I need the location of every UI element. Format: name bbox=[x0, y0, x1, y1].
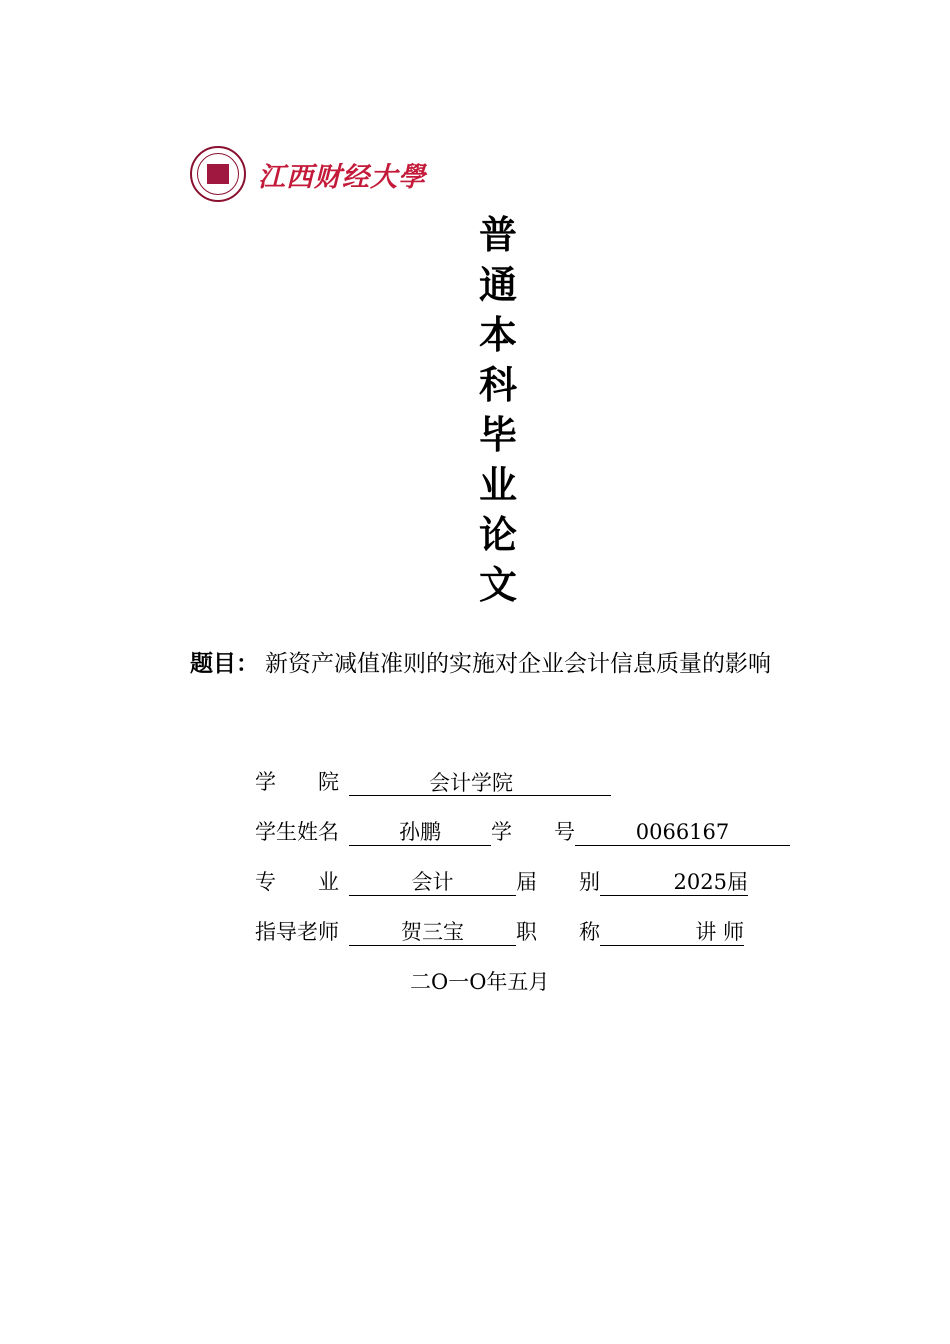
thesis-topic bbox=[190, 640, 830, 688]
title-char: 科 bbox=[478, 363, 517, 407]
student-id-label: 学 号 bbox=[491, 820, 575, 844]
student-row bbox=[255, 816, 790, 846]
title-char: 本 bbox=[478, 313, 517, 357]
thesis-title-vertical bbox=[474, 210, 522, 610]
college-row bbox=[255, 766, 611, 796]
title-char: 论 bbox=[478, 513, 517, 557]
title-char: 毕 bbox=[478, 413, 517, 457]
topic-text: 新资产减值准则的实施对企业会计信息质量的影响 bbox=[265, 651, 771, 677]
university-name: 江西财经大學 bbox=[258, 161, 426, 193]
university-seal-icon bbox=[190, 146, 246, 202]
student-name-value: 孙鹏 bbox=[349, 819, 491, 846]
student-id-value: 0066167 bbox=[575, 819, 790, 846]
class-label: 届 别 bbox=[516, 870, 600, 894]
advisor-label: 指导老师 bbox=[255, 920, 339, 944]
title-char: 业 bbox=[478, 463, 517, 507]
college-label: 学 院 bbox=[255, 770, 339, 794]
title-char: 文 bbox=[478, 563, 517, 607]
college-value: 会计学院 bbox=[349, 770, 611, 796]
student-name-label: 学生姓名 bbox=[255, 820, 339, 844]
title-label: 职 称 bbox=[516, 920, 600, 944]
class-value-line bbox=[600, 869, 748, 896]
university-header bbox=[190, 144, 426, 204]
advisor-row bbox=[255, 916, 744, 946]
class-value: 2025 bbox=[673, 870, 727, 894]
advisor-value: 贺三宝 bbox=[349, 919, 516, 946]
topic-label: 题目： bbox=[190, 651, 259, 677]
title-char: 通 bbox=[478, 263, 517, 307]
title-value: 讲 师 bbox=[600, 919, 744, 946]
major-value: 会计 bbox=[349, 869, 516, 896]
major-label: 专 业 bbox=[255, 870, 339, 894]
title-char: 普 bbox=[478, 213, 517, 257]
major-row bbox=[255, 866, 748, 896]
thesis-date: 二O一O年五月 bbox=[410, 970, 550, 994]
class-suffix: 届 bbox=[727, 870, 748, 894]
